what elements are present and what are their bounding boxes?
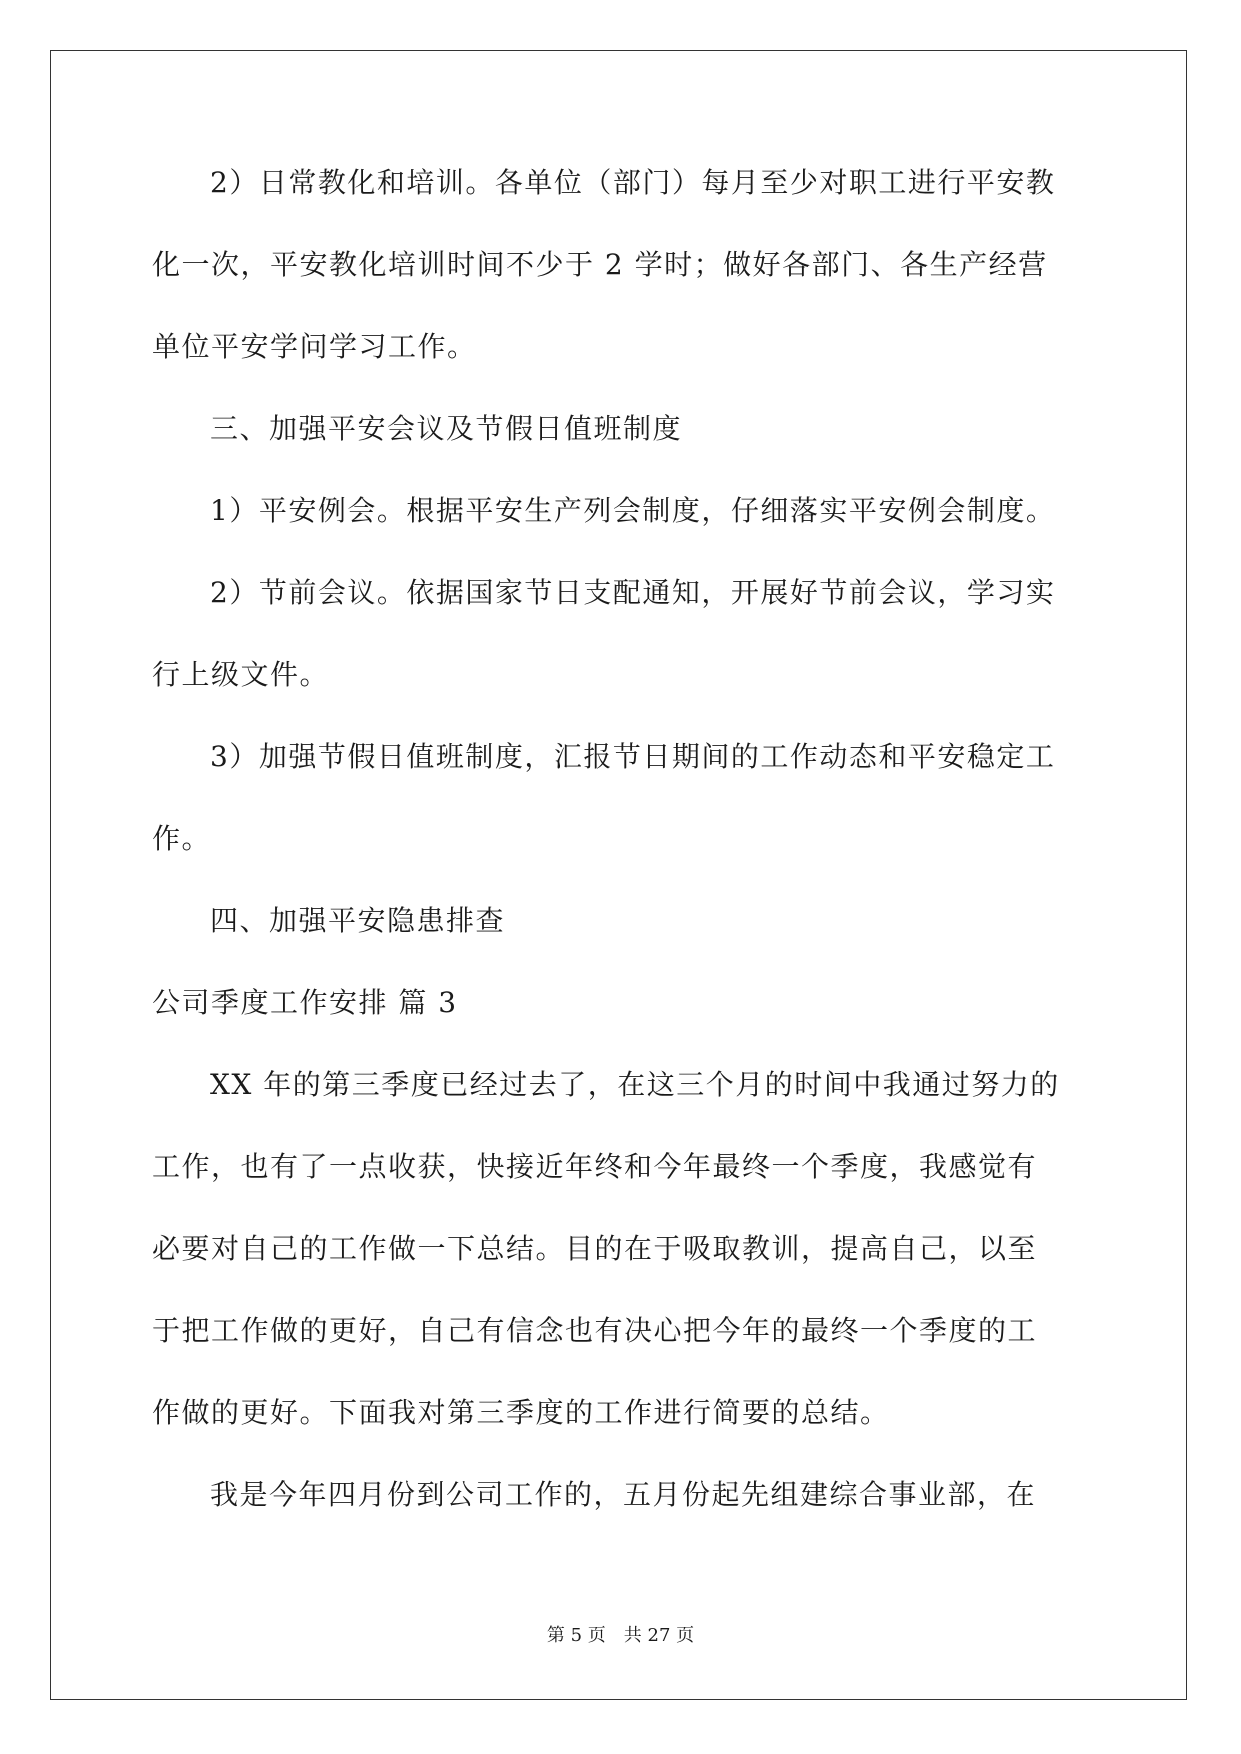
paragraph-line: 作做的更好。下面我对第三季度的工作进行简要的总结。 [152,1396,890,1429]
paragraph-line: 化一次，平安教化培训时间不少于 2 学时；做好各部门、各生产经营 [152,248,1048,281]
paragraph-line: 2）节前会议。依据国家节日支配通知，开展好节前会议，学习实 [210,576,1056,609]
paragraph-line: 单位平安学问学习工作。 [152,330,477,363]
page-footer [0,1624,1241,1648]
paragraph-line: 于把工作做的更好，自己有信念也有决心把今年的最终一个季度的工 [152,1314,1038,1347]
paragraph-line: 3）加强节假日值班制度，汇报节日期间的工作动态和平安稳定工 [210,740,1056,773]
paragraph-line: XX 年的第三季度已经过去了，在这三个月的时间中我通过努力的 [210,1068,1060,1101]
page-total: 共 27 页 [623,1625,695,1646]
section-heading: 三、加强平安会议及节假日值班制度 [210,412,683,445]
paragraph-line: 作。 [152,822,212,855]
paragraph-line: 工作，也有了一点收获，快接近年终和今年最终一个季度，我感觉有 [152,1150,1038,1183]
document-body [152,163,1094,1557]
paragraph-line: 2）日常教化和培训。各单位（部门）每月至少对职工进行平安教 [210,166,1056,199]
section-heading: 四、加强平安隐患排查 [210,904,506,937]
paragraph-line: 必要对自己的工作做一下总结。目的在于吸取教训，提高自己，以至 [152,1232,1038,1265]
page-number: 第 5 页 [546,1625,606,1646]
article-title: 公司季度工作安排 篇 3 [152,986,458,1019]
paragraph-line: 我是今年四月份到公司工作的，五月份起先组建综合事业部，在 [210,1478,1037,1511]
paragraph-line: 行上级文件。 [152,658,330,691]
paragraph-line: 1）平安例会。根据平安生产列会制度，仔细落实平安例会制度。 [210,494,1056,527]
